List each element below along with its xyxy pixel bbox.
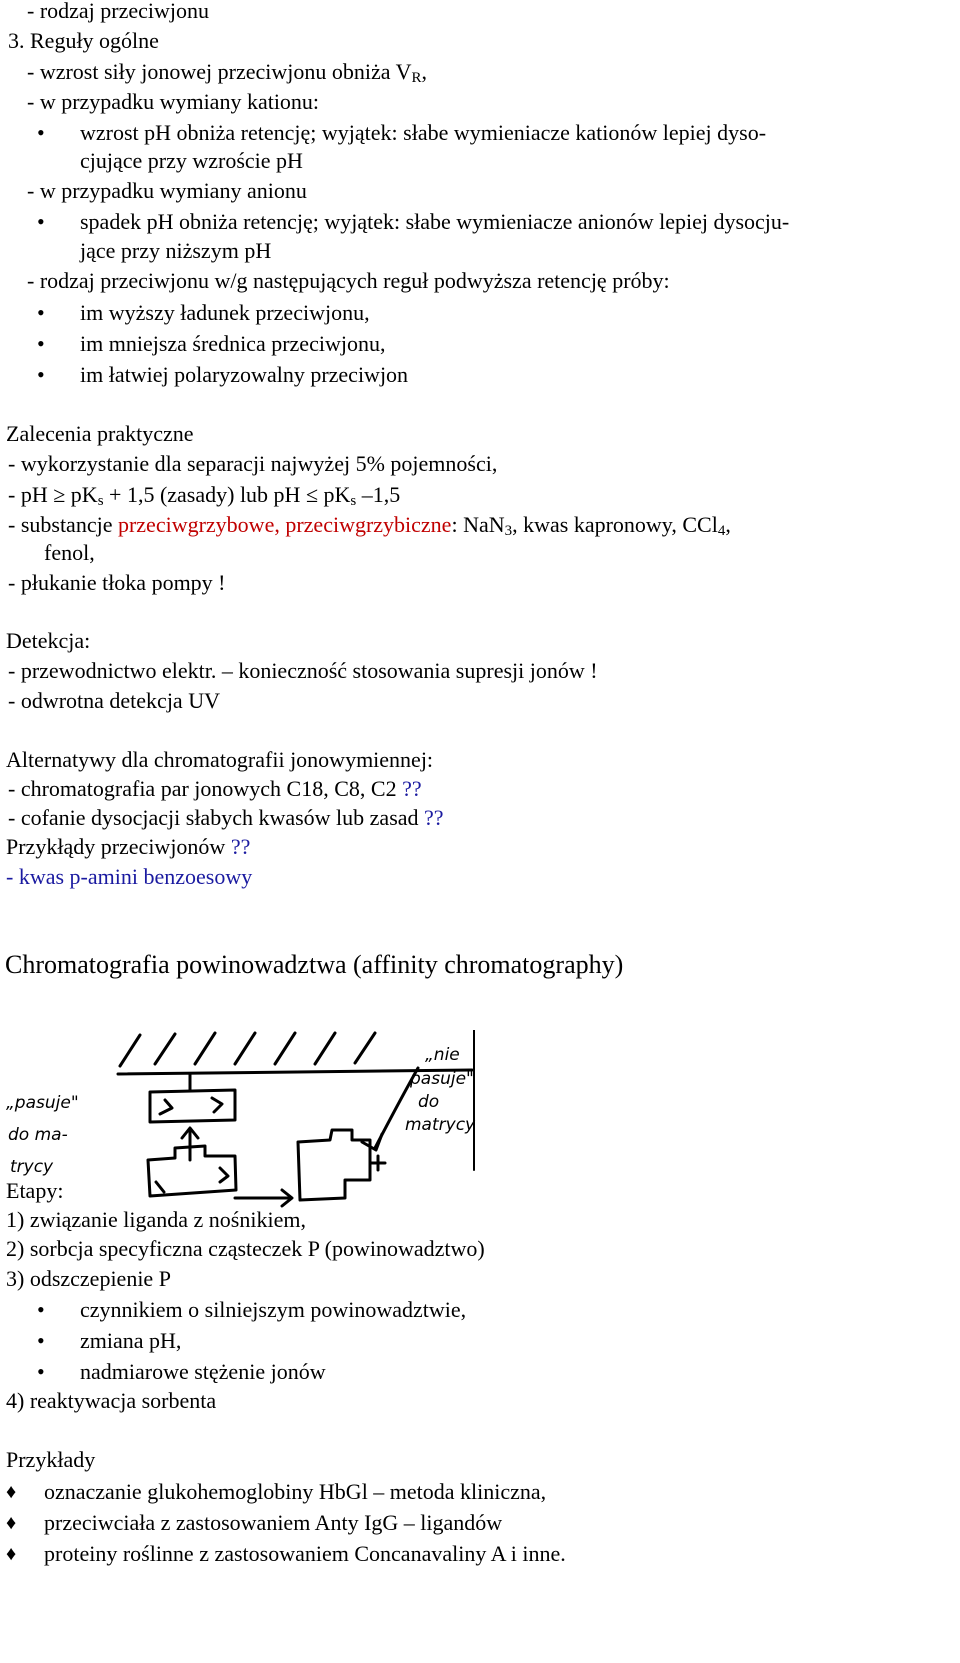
heading-examples: Przykłady bbox=[6, 1447, 96, 1472]
line-cation-exchange: - w przypadku wymiany kationu: bbox=[27, 89, 320, 114]
sketch-left-note-3: trycy bbox=[10, 1157, 54, 1177]
stage-1: 1) związanie liganda z nośnikiem, bbox=[6, 1207, 306, 1232]
line-counterion-rules: - rodzaj przeciwjonu w/g następujących reguł podwyższa retencję próby: bbox=[27, 268, 670, 293]
line-substances-cont: fenol, bbox=[44, 540, 95, 565]
sketch-left-note-2: do ma- bbox=[8, 1125, 68, 1145]
stage-4: 4) reaktywacja sorbenta bbox=[6, 1388, 217, 1413]
example-plant-proteins: ♦ proteiny roślinne z zastosowaniem Concanavaliny A i inne. bbox=[44, 1541, 566, 1567]
line-capacity: - wykorzystanie dla separacji najwyżej 5% pojemności, bbox=[8, 451, 498, 476]
bullet-ph-change: • zmiana pH, bbox=[80, 1328, 181, 1354]
line-dissociation: - cofanie dysocjacji słabych kwasów lub zasad ?? bbox=[8, 805, 444, 830]
line-paba: - kwas p-amini benzoesowy bbox=[6, 864, 253, 889]
bullet-ph-decrease: • spadek pH obniża retencję; wyjątek: słabe wymieniacze anionów lepiej dysocju- bbox=[80, 209, 789, 235]
section-general-rules: 3. Reguły ogólne bbox=[8, 28, 159, 53]
bullet-charge: • im wyższy ładunek przeciwjonu, bbox=[80, 300, 370, 326]
heading-alternatives: Alternatywy dla chromatografii jonowymiennej: bbox=[6, 747, 434, 772]
sketch-right-note-2: pasuje" bbox=[410, 1069, 474, 1089]
antifungal-text: przeciwgrzybowe, przeciwgrzybiczne bbox=[117, 512, 452, 537]
bullet-stronger-affinity: • czynnikiem o silniejszym powinowadztwie, bbox=[80, 1297, 466, 1323]
heading-detection: Detekcja: bbox=[6, 628, 91, 653]
line-uv-detection: - odwrotna detekcja UV bbox=[8, 688, 220, 713]
example-glycohemoglobin: ♦ oznaczanie glukohemoglobiny HbGl – metoda kliniczna, bbox=[44, 1479, 546, 1505]
line-counterion-examples: Przykłądy przeciwjonów ?? bbox=[6, 834, 251, 859]
sketch-right-note-3: do bbox=[418, 1092, 440, 1112]
line-ionic-strength: - wzrost siły jonowej przeciwjonu obniża $V_R$, bbox=[27, 59, 428, 86]
sketch-right-note-4: matrycy bbox=[405, 1115, 476, 1135]
line-counterion-type: - rodzaj przeciwjonu bbox=[27, 0, 210, 23]
heading-stages: Etapy: bbox=[6, 1178, 64, 1203]
bullet-polarizability: • im łatwiej polaryzowalny przeciwjon bbox=[80, 362, 408, 388]
line-pump-rinse: - płukanie tłoka pompy ! bbox=[8, 570, 226, 595]
line-ion-pair: - chromatografia par jonowych C18, C8, C2 ?? bbox=[8, 776, 422, 801]
example-antibodies: ♦ przeciwciała z zastosowaniem Anty IgG – ligandów bbox=[44, 1510, 502, 1536]
stage-3: 3) odszczepienie P bbox=[6, 1266, 171, 1291]
line-anion-exchange: - w przypadku wymiany anionu bbox=[27, 178, 307, 203]
bullet-ion-excess: • nadmiarowe stężenie jonów bbox=[80, 1359, 326, 1385]
sketch-left-note-1: „pasuje" bbox=[6, 1093, 79, 1113]
bullet-ph-decrease-cont: jące przy niższym pH bbox=[80, 238, 272, 263]
heading-practical-advice: Zalecenia praktyczne bbox=[6, 421, 194, 446]
line-ph-pk: - pH ≥ $pK_s + 1,5$ (zasady) lub pH ≤ $pK_s$ –1,5 bbox=[8, 482, 401, 509]
bullet-ph-increase-cont: cjujące przy wzroście pH bbox=[80, 148, 303, 173]
line-conductivity: - przewodnictwo elektr. – konieczność stosowania supresji jonów ! bbox=[8, 658, 598, 683]
line-substances: - substancje przeciwgrzybowe, przeciwgrzybiczne: NaN$_3$, kwas kapronowy, CCl$_4$, bbox=[8, 512, 731, 539]
sketch-right-note-1: „nie bbox=[425, 1045, 460, 1065]
bullet-diameter: • im mniejsza średnica przeciwjonu, bbox=[80, 331, 385, 357]
heading-affinity-chromatography: Chromatografia powinowadztwa (affinity chromatography) bbox=[5, 950, 624, 979]
stage-2: 2) sorbcja specyficzna cząsteczek P (powinowadztwo) bbox=[6, 1236, 485, 1261]
bullet-ph-increase: • wzrost pH obniża retencję; wyjątek: słabe wymieniacze kationów lepiej dyso- bbox=[80, 120, 766, 146]
